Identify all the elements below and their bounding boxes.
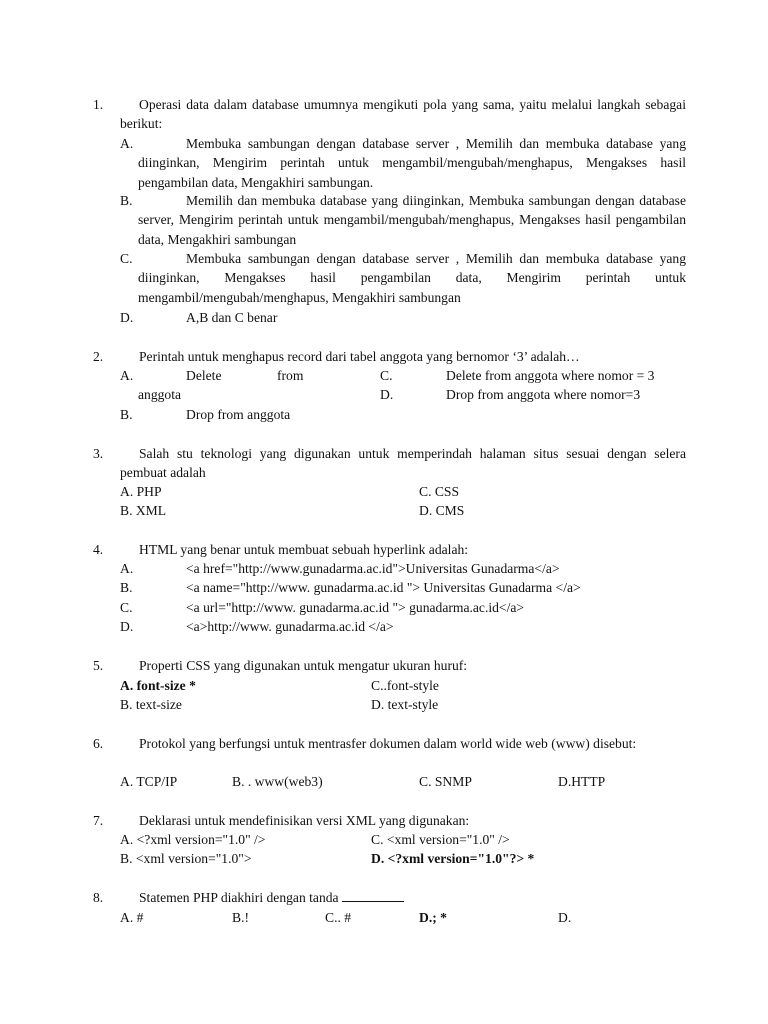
option-letter: B. — [120, 580, 133, 595]
option-text: Drop from anggota — [186, 407, 291, 422]
question-text: Perintah untuk menghapus record dari tabel anggota yang bernomor ‘3’ adalah… — [139, 349, 580, 364]
option-b: B. text-size — [120, 697, 182, 712]
question-number: 7. — [93, 813, 104, 828]
option-text: Memilih dan membuka database yang diinginkan, Membuka sambungan dengan database server, Mengirim perintah untuk mengambil/mengubah/menghapus, Mengakses hasil pengambilan data, Mengakhiri sambungan — [138, 193, 686, 247]
option-letter: A. — [120, 368, 134, 383]
question-text-content: Statemen PHP diakhiri dengan tanda — [139, 890, 339, 905]
option-d: D. — [558, 910, 572, 925]
option-letter: B. — [120, 407, 133, 422]
option-row — [120, 482, 690, 502]
answer-blank — [342, 889, 404, 902]
option-text: <a url="http://www. gunadarma.ac.id "> gunadarma.ac.id</a> — [186, 600, 525, 615]
question-number: 2. — [93, 349, 104, 364]
question-number: 1. — [93, 97, 104, 112]
option-a — [120, 134, 686, 192]
option-d: D.HTTP — [558, 774, 606, 789]
option-d: D. <?xml version="1.0"?> * — [371, 851, 535, 866]
option-row — [120, 501, 690, 521]
option-b: B. . www(web3) — [232, 774, 323, 789]
option-row — [120, 405, 690, 425]
question-number: 5. — [93, 658, 104, 673]
option-letter: C. — [120, 600, 133, 615]
option-text: anggota — [138, 387, 182, 402]
option-text: Delete — [186, 368, 222, 383]
option-b: B. XML — [120, 503, 167, 518]
option-letter: C. — [380, 368, 393, 383]
option-a: A. font-size * — [120, 678, 196, 693]
option-row — [120, 830, 690, 850]
question-number: 8. — [93, 890, 104, 905]
question-text: Salah stu teknologi yang digunakan untuk memperindah halaman situs sesuai dengan selera pembuat adalah — [120, 446, 686, 481]
option-a: A. # — [120, 910, 144, 925]
option-letter: A. — [120, 136, 134, 151]
question-text: Protokol yang berfungsi untuk mentrasfer dokumen dalam world wide web (www) disebut: — [139, 736, 637, 751]
option-text: Drop from anggota where nomor=3 — [446, 387, 641, 402]
option-b — [120, 578, 690, 598]
option-c: C.. # — [325, 910, 352, 925]
option-b: B. <xml version="1.0"> — [120, 851, 252, 866]
option-a — [120, 559, 690, 579]
option-letter: C. — [120, 251, 133, 266]
option-c: C. SNMP — [419, 774, 472, 789]
option-d-marked: D.; * — [419, 910, 447, 925]
option-row — [120, 908, 690, 928]
option-text: Delete from anggota where nomor = 3 — [446, 368, 655, 383]
question-text: HTML yang benar untuk membuat sebuah hyperlink adalah: — [139, 542, 469, 557]
option-c: C. CSS — [419, 484, 460, 499]
option-text: A,B dan C benar — [186, 310, 278, 325]
question-text: Operasi data dalam database umumnya mengikuti pola yang sama, yaitu melalui langkah sebagai berikut: — [120, 97, 686, 132]
option-b: B.! — [232, 910, 249, 925]
option-row — [120, 695, 690, 715]
option-b — [120, 191, 686, 249]
option-text: Membuka sambungan dengan database server , Memilih dan membuka database yang diinginkan, Mengakses hasil pengambilan data, Mengirim perintah untuk mengambil/mengubah/menghapus, Mengakhiri sambungan — [138, 251, 686, 305]
option-text: Membuka sambungan dengan database server , Memilih dan membuka database yang diinginkan, Mengirim perintah untuk mengambil/mengubah/menghapus, Mengakses hasil pengambilan data, Mengakhiri sambungan. — [138, 136, 686, 190]
option-c: C. <xml version="1.0" /> — [371, 832, 510, 847]
option-row — [120, 366, 690, 386]
option-row — [120, 385, 690, 405]
option-c — [120, 598, 690, 618]
option-text: <a href="http://www.gunadarma.ac.id">Universitas Gunadarma</a> — [186, 561, 560, 576]
option-row — [120, 676, 690, 696]
option-d — [120, 308, 686, 327]
option-row — [120, 849, 690, 869]
question-number: 6. — [93, 736, 104, 751]
option-a: A. <?xml version="1.0" /> — [120, 832, 266, 847]
option-d — [120, 617, 690, 637]
option-d: D. CMS — [419, 503, 465, 518]
option-letter: A. — [120, 561, 134, 576]
question-text — [120, 888, 686, 907]
option-text: <a name="http://www. gunadarma.ac.id "> Universitas Gunadarma </a> — [186, 580, 581, 595]
option-c: C..font-style — [371, 678, 439, 693]
question-number: 3. — [93, 446, 104, 461]
option-row — [120, 772, 690, 792]
option-a: A. TCP/IP — [120, 774, 178, 789]
option-letter: D. — [120, 310, 134, 325]
option-a: A. PHP — [120, 484, 162, 499]
question-text: Properti CSS yang digunakan untuk mengatur ukuran huruf: — [139, 658, 468, 673]
option-letter: B. — [120, 193, 133, 208]
question-number: 4. — [93, 542, 104, 557]
question-text: Deklarasi untuk mendefinisikan versi XML yang digunakan: — [139, 813, 470, 828]
option-letter: D. — [380, 387, 394, 402]
option-text: from — [277, 368, 304, 383]
option-d: D. text-style — [371, 697, 439, 712]
option-text: <a>http://www. gunadarma.ac.id </a> — [186, 619, 394, 634]
option-letter: D. — [120, 619, 134, 634]
option-c — [120, 249, 686, 307]
